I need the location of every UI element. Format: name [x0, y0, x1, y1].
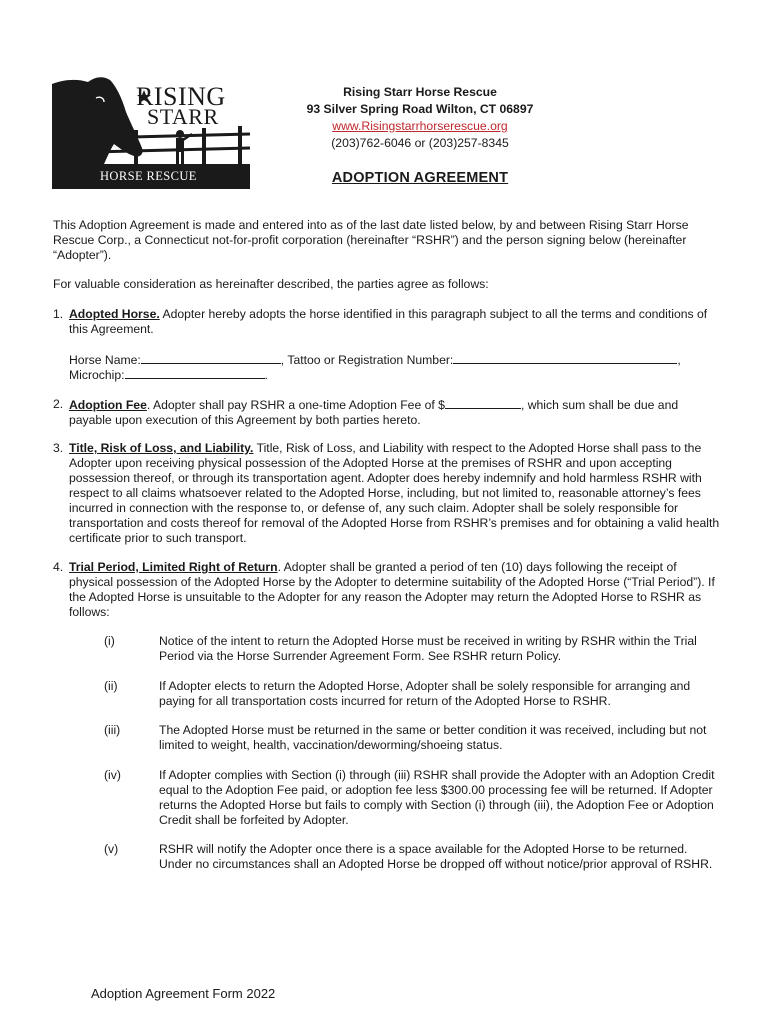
rising-starr-logo	[52, 76, 250, 189]
section-trial-period	[69, 560, 721, 620]
horse-fields-line	[69, 352, 729, 368]
logo-word-starr: STARR	[147, 104, 219, 129]
consideration-paragraph: For valuable consideration as hereinafter described, the parties agree as follows:	[53, 277, 489, 291]
org-address: 93 Silver Spring Road Wilton, CT 06897	[306, 102, 534, 116]
section-heading: Adoption Fee	[69, 398, 147, 412]
microchip-end: .	[264, 368, 268, 382]
section-title-risk-liability	[69, 441, 721, 546]
section-heading: Trial Period, Limited Right of Return	[69, 560, 278, 574]
section-text: . Adopter shall pay RSHR a one-time Adoption Fee of $	[146, 398, 445, 412]
section-heading: Title, Risk of Loss, and Liability.	[69, 441, 254, 455]
intro-paragraph: This Adoption Agreement is made and entered into as of the last date listed below, by and between Rising Starr Horse Rescue Corp., a Connecticut not-for-profit corporation (hereinafter “RSHR”) and the person signing below (hereinafter “Adopter”).	[53, 218, 689, 262]
microchip-blank[interactable]	[125, 367, 265, 379]
horse-name-blank[interactable]	[141, 352, 281, 364]
adoption-fee-blank[interactable]	[445, 397, 521, 409]
section-text: Adopter hereby adopts the horse identified in this paragraph subject to all the terms and conditions of this Agreement.	[69, 307, 708, 336]
subsection-text: RSHR will notify the Adopter once there is a space available for the Adopted Horse to be returned. Under no circumstances shall an Adopted Horse be dropped off without notice/prior approval of RSHR.	[159, 842, 713, 871]
section-number: 4.	[53, 560, 64, 574]
section-number: 1.	[53, 307, 64, 321]
microchip-label: Microchip:	[69, 368, 125, 382]
tattoo-label: , Tattoo or Registration Number:	[280, 353, 454, 367]
logo-word-horse-rescue: HORSE RESCUE	[100, 169, 197, 183]
section-adoption-fee	[69, 397, 721, 428]
subsection-number: (iv)	[104, 768, 121, 782]
subsection-text: If Adopter complies with Section (i) through (iii) RSHR shall provide the Adopter with an Adoption Credit equal to the Adoption Fee paid, or adoption fee less $300.00 processing fee will be returned. If Adopter returns the Adopted Horse but fails to comply with Section (i) through (iii), the Adoption Fee or Adoption Credit shall be forfeited by Adopter.	[159, 768, 715, 827]
section-text: Title, Risk of Loss, and Liability with respect to the Adopted Horse shall pass to the Adopter upon receiving physical possession of the Adopted Horse at the premises of RSHR and upon accepting possession thereof, or through its transportation agent. Adopter does hereby indemnify and hold harmless RSHR with respect to all claims whatsoever related to the Adopted Horse, including, but not limited to, reasonable attorney’s fees incurred in connection with the response to, or defense of, any such claim. Adopter shall be solely responsible for transportation and costs thereof for removal of the Adopted Horse from RSHR’s premises and for obtaining a valid health certificate prior to such transport.	[69, 441, 720, 545]
logo-word-rising: RISING	[136, 82, 226, 111]
document-title: ADOPTION AGREEMENT	[331, 170, 509, 186]
org-phone: (203)762-6046 or (203)257-8345	[331, 136, 509, 150]
section-number: 2.	[53, 397, 64, 411]
subsection-number: (v)	[104, 842, 119, 856]
subsection-text: The Adopted Horse must be returned in the same or better condition it was received, including but not limited to weight, health, vaccination/deworming/shoeing status.	[159, 723, 707, 752]
subsection-text: Notice of the intent to return the Adopted Horse must be received in writing by RSHR within the Trial Period via the Horse Surrender Agreement Form. See RSHR return Policy.	[159, 634, 697, 663]
section-heading: Adopted Horse.	[69, 307, 160, 321]
microchip-line	[69, 367, 469, 383]
tattoo-end: ,	[677, 353, 681, 367]
org-website-link[interactable]: www.Risingstarrhorserescue.org	[332, 119, 508, 133]
org-name: Rising Starr Horse Rescue	[343, 85, 497, 99]
tattoo-blank[interactable]	[453, 352, 677, 364]
subsection-number: (ii)	[104, 679, 118, 693]
page-footer: Adoption Agreement Form 2022	[91, 986, 276, 1001]
section-adopted-horse	[69, 307, 721, 337]
section-text-cont: , which sum shall be due and payable upon execution of this Agreement by both parties hereto.	[69, 398, 679, 427]
subsection-number: (iii)	[104, 723, 121, 737]
section-text: . Adopter shall be granted a period of ten (10) days following the receipt of physical possession of the Adopted Horse by the Adopter to determine suitability of the Adopted Horse (“Trial Period”). If the Adopted Horse is unsuitable to the Adopter for any reason the Adopter may return the Adopted Horse to RSHR as follows:	[69, 560, 715, 619]
subsection-text: If Adopter elects to return the Adopted Horse, Adopter shall be solely responsible for arranging and paying for all transportation costs incurred for return of the Adopted Horse to RSHR.	[159, 679, 691, 708]
section-number: 3.	[53, 441, 64, 455]
horse-name-label: Horse Name:	[69, 353, 141, 367]
subsection-number: (i)	[104, 634, 115, 648]
